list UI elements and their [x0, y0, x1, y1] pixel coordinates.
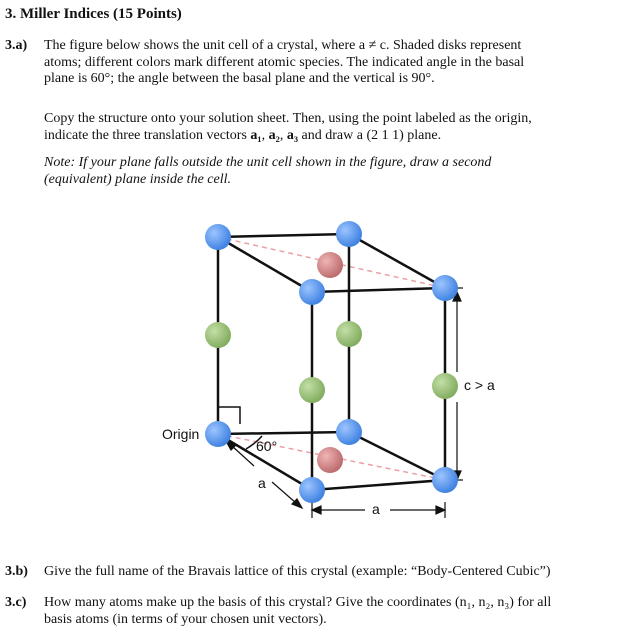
q3a-para2-line-1: Copy the structure onto your solution sheet. Then, using the point labeled as the origin,	[44, 111, 532, 126]
q3a-vectors-text: indicate the three translation vectors	[44, 127, 251, 143]
unit-cell-diagram	[150, 210, 520, 530]
blue-atom	[299, 477, 325, 503]
blue-atom	[432, 467, 458, 493]
question-3b-label: 3.b)	[5, 564, 28, 579]
question-3b-text	[44, 564, 629, 581]
green-atom	[299, 377, 325, 403]
red-atom	[317, 252, 343, 278]
origin-label: Origin	[162, 426, 200, 442]
question-3a-paragraph-1	[44, 38, 629, 88]
atoms	[205, 221, 458, 503]
red-atom	[317, 447, 343, 473]
c-label: c > a	[464, 377, 495, 393]
vector-a2: a₂	[268, 127, 280, 143]
blue-atom	[205, 224, 231, 250]
question-3c-text	[44, 595, 629, 628]
q3a-para2-line-2	[44, 128, 629, 145]
q3b-line: Give the full name of the Bravais lattice of this crystal (example: “Body-Centered Cubic”)	[44, 564, 551, 579]
blue-atom	[336, 419, 362, 445]
q3c-line-2: basis atoms (in terms of your chosen unit vectors).	[44, 611, 327, 627]
a-label-bottom: a	[372, 501, 380, 517]
q3c-line-1: How many atoms make up the basis of this crystal? Give the coordinates (n₁, n₂, n₃) for all	[44, 595, 552, 610]
blue-atom	[299, 279, 325, 305]
q3a-note-line-2: (equivalent) plane inside the cell.	[44, 171, 231, 187]
green-atom	[336, 321, 362, 347]
question-3a-paragraph-2	[44, 111, 629, 144]
separator: ,	[261, 127, 269, 143]
blue-atom	[432, 275, 458, 301]
section-heading: 3. Miller Indices (15 Points)	[5, 6, 182, 22]
blue-atom	[336, 221, 362, 247]
q3a-para1-line-3: plane is 60°; the angle between the basal plane and the vertical is 90°.	[44, 71, 435, 86]
q3a-para1-line-2: atoms; different colors mark different atomic species. The indicated angle in the basal	[44, 54, 525, 70]
question-3c-label: 3.c)	[5, 595, 27, 610]
question-3a-note	[44, 155, 629, 188]
q3a-para1-line-1: The figure below shows the unit cell of a crystal, where a ≠ c. Shaded disks represent	[44, 38, 522, 53]
unit-cell-figure	[150, 210, 520, 530]
a-label-diagonal: a	[258, 475, 266, 491]
separator: ,	[279, 127, 287, 143]
q3a-plane-text: and draw a (2 1 1) plane.	[298, 127, 442, 143]
q3a-note-line-1: Note: If your plane falls outside the unit cell shown in the figure, draw a second	[44, 155, 492, 170]
green-atom	[432, 373, 458, 399]
blue-atom-origin	[205, 421, 231, 447]
vector-a1: a₁	[250, 127, 262, 143]
question-3a-label: 3.a)	[5, 38, 28, 53]
green-atom	[205, 322, 231, 348]
angle-label: 60°	[256, 438, 278, 454]
vector-a3: a₃	[286, 127, 299, 143]
